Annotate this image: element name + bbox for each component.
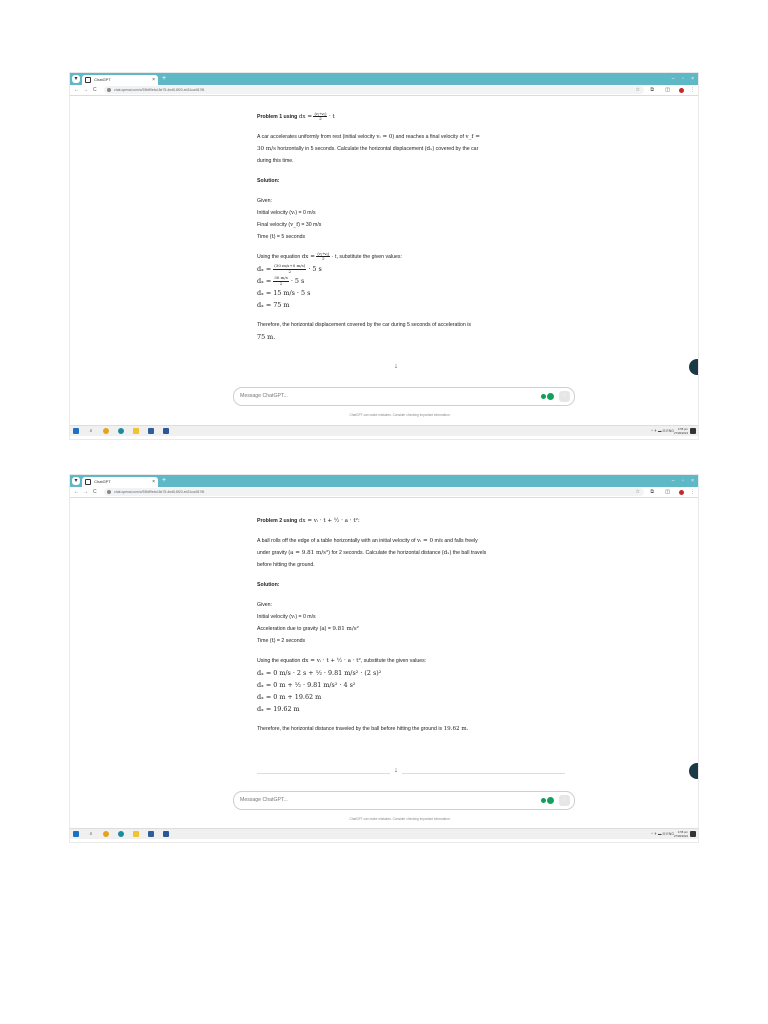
start-icon[interactable] — [73, 831, 79, 837]
statement-text: ) covered by the car — [432, 146, 479, 152]
given-text: Final velocity ( — [257, 222, 291, 228]
given-text: ) = — [324, 626, 331, 632]
given-math: t — [271, 638, 274, 644]
frac-num: (v₁+v₀) — [314, 110, 327, 116]
given-label: Given: — [257, 198, 272, 204]
statement-text: ) for 2 seconds. Calculate the horizontal distance ( — [328, 550, 444, 556]
frac-den: 2 — [279, 280, 283, 286]
browser-tab-bar — [70, 73, 698, 85]
message-input[interactable]: Message ChatGPT... — [240, 393, 288, 399]
using-eq: dx = vᵢ · t + ½ · a · t² — [301, 658, 361, 664]
search-icon[interactable]: ⌕ — [89, 831, 93, 837]
extensions-icon[interactable]: ⧉ — [650, 87, 654, 93]
using-text: Using the equation — [257, 254, 301, 260]
clock-date: 27/06/2024 — [674, 834, 688, 838]
send-button[interactable]: ↑ — [559, 795, 570, 806]
step-fraction — [273, 264, 306, 274]
clock[interactable] — [674, 427, 688, 435]
app-icon[interactable] — [148, 831, 154, 837]
given-text: ) = 0 m/s — [295, 614, 316, 620]
back-button[interactable]: ← — [74, 489, 79, 495]
file-explorer-icon[interactable] — [133, 831, 139, 837]
given-text: Acceleration due to gravity ( — [257, 626, 322, 632]
statement-text: A car accelerates uniformly from rest (initial velocity — [257, 134, 375, 140]
given-text: ) = 5 seconds — [273, 234, 306, 240]
profile-avatar-icon[interactable] — [679, 490, 684, 495]
using-text: · t, substitute the given values: — [331, 254, 402, 260]
word-icon[interactable] — [163, 831, 169, 837]
system-tray[interactable]: ^ ⚘ ▬ ⊟ ENG — [651, 832, 674, 836]
statement-math: v_f = — [465, 134, 480, 140]
url-text: chat.openai.com/c/93fdf9ebd-8e75-4ed5-8f20-eb31ca4f17f6 — [114, 490, 205, 494]
menu-kebab-icon[interactable]: ⋮ — [690, 87, 695, 93]
given-text: ) = 30 m/s — [298, 222, 322, 228]
statement-text: A ball rolls off the edge of a table horizontally with an initial velocity of — [257, 538, 416, 544]
solution-label: Solution: — [257, 178, 280, 184]
edge-icon[interactable] — [118, 428, 124, 434]
tab-close-icon[interactable]: × — [152, 479, 155, 485]
start-icon[interactable] — [73, 428, 79, 434]
given-label: Given: — [257, 602, 272, 608]
given-text: Initial velocity ( — [257, 210, 292, 216]
reload-button[interactable]: C — [93, 489, 97, 495]
extension-icon[interactable] — [547, 393, 554, 400]
given-text: Initial velocity ( — [257, 614, 292, 620]
frac-den: 2 — [288, 268, 292, 274]
statement-math: dₓ — [426, 146, 433, 152]
given-math: 9.81 m/s² — [332, 626, 359, 632]
chatgpt-favicon-icon — [85, 77, 91, 83]
message-composer[interactable] — [233, 791, 575, 810]
chrome-icon[interactable] — [103, 428, 109, 434]
heading-eq: dx = vᵢ · t + ½ · a · t²: — [298, 518, 360, 524]
forward-button[interactable]: → — [83, 87, 88, 93]
message-composer[interactable] — [233, 387, 575, 406]
windows-taskbar — [70, 828, 698, 839]
using-eq: dx = — [301, 254, 315, 260]
url-field[interactable] — [104, 488, 644, 496]
frac-num: 30 m/s — [274, 274, 288, 280]
forward-button[interactable]: → — [83, 489, 88, 495]
star-icon[interactable]: ☆ — [635, 489, 640, 495]
browser-tab[interactable] — [82, 477, 158, 487]
chrome-icon[interactable] — [103, 831, 109, 837]
given-math: vᵢ — [291, 614, 296, 620]
star-icon[interactable]: ☆ — [635, 87, 640, 93]
statement-math: 30 m/s — [257, 146, 276, 152]
app-icon[interactable] — [148, 428, 154, 434]
statement-text: before hitting the ground. — [257, 562, 315, 568]
given-text: Time ( — [257, 638, 272, 644]
given-math: t — [271, 234, 274, 240]
step-lhs: dₓ = — [257, 277, 272, 285]
grammar-extension-icon[interactable] — [541, 798, 546, 803]
windows-taskbar — [70, 425, 698, 436]
heading-eq-tail: · t — [328, 114, 335, 120]
given-math: vᵢ — [291, 210, 296, 216]
conclusion-text: Therefore, the horizontal distance traveled by the ball before hitting the ground is — [257, 726, 443, 732]
send-button[interactable]: ↑ — [559, 391, 570, 402]
tab-menu-icon[interactable]: ▾ — [72, 75, 80, 83]
screenshot-2 — [70, 475, 698, 842]
step-lhs: dₓ = — [257, 265, 272, 273]
grammar-extension-icon[interactable] — [541, 394, 546, 399]
given-text: ) = 0 m/s — [295, 210, 316, 216]
step-tail: · 5 s — [290, 277, 305, 285]
disclaimer: ChatGPT can make mistakes. Consider checking important information. — [349, 817, 451, 821]
tab-close-icon[interactable]: × — [152, 77, 155, 83]
extensions-icon[interactable]: ⧉ — [650, 489, 654, 495]
given-math: a — [321, 626, 325, 632]
clock-time: 4:55 pm — [677, 830, 688, 834]
statement-text: ) and reaches a final velocity of — [392, 134, 464, 140]
system-tray[interactable]: ^ ⚘ ▬ ⊟ ENG — [651, 429, 674, 433]
url-text: chat.openai.com/c/93fdf9ebd-8e75-4ed5-8f20-eb31ca4f17f6 — [114, 88, 205, 92]
step-line: dₓ = 19.62 m — [257, 705, 300, 713]
scroll-down-button[interactable]: ↓ — [394, 363, 398, 370]
statement-text: horizontally in 5 seconds. Calculate the horizontal displacement ( — [277, 146, 427, 152]
conclusion-math: 75 m. — [257, 333, 276, 341]
given-text: ) = 2 seconds — [273, 638, 306, 644]
step-line: dₓ = 0 m/s · 2 s + ½ · 9.81 m/s² · (2 s)² — [257, 669, 382, 677]
statement-math: dₓ — [443, 550, 450, 556]
statement-text: under gravity ( — [257, 550, 291, 556]
solution-label: Solution: — [257, 582, 280, 588]
frac-den: 2 — [322, 256, 325, 262]
window-controls[interactable]: – ▫ × — [671, 478, 694, 484]
clock-date: 27/06/2024 — [674, 431, 688, 435]
screenshot-1 — [70, 73, 698, 439]
step-line: dₓ = 0 m + ½ · 9.81 m/s² · 4 s² — [257, 681, 356, 689]
using-fraction — [316, 252, 330, 262]
reload-button[interactable]: C — [93, 87, 97, 93]
problem-2-heading: Problem 2 using — [257, 518, 298, 524]
response-problem-2 — [257, 515, 617, 735]
browser-tab-bar — [70, 475, 698, 487]
address-bar-row — [70, 85, 698, 96]
frac-num: (30 m/s+0 m/s) — [274, 262, 306, 268]
sidebar-icon[interactable]: ◫ — [665, 87, 670, 93]
statement-math: vᵢ = 0 — [376, 134, 393, 140]
help-bubble-icon[interactable] — [689, 359, 698, 375]
notification-icon[interactable] — [690, 428, 696, 434]
url-field[interactable] — [104, 86, 644, 94]
heading-fraction — [313, 112, 327, 122]
statement-text: ) the ball travels — [449, 550, 487, 556]
conclusion-text: Therefore, the horizontal displacement covered by the car during 5 seconds of acceleration is — [257, 322, 471, 328]
conclusion-math: 19.62 m. — [443, 726, 469, 732]
help-bubble-icon[interactable] — [689, 763, 698, 779]
new-tab-button[interactable]: + — [162, 75, 167, 82]
using-text: Using the equation — [257, 658, 301, 664]
step-line: dₓ = 0 m + 19.62 m — [257, 693, 322, 701]
sidebar-icon[interactable]: ◫ — [665, 489, 670, 495]
clock[interactable] — [674, 830, 688, 838]
tab-title: ChatGPT — [94, 77, 111, 82]
statement-math: a = 9.81 m/s² — [290, 550, 329, 556]
problem-1-heading: Problem 1 using — [257, 114, 298, 120]
clock-time: 4:55 pm — [677, 427, 688, 431]
step-line: dₓ = 75 m — [257, 301, 290, 309]
word-icon[interactable] — [163, 428, 169, 434]
new-tab-button[interactable]: + — [162, 477, 167, 484]
step-tail: · 5 s — [308, 265, 322, 273]
disclaimer: ChatGPT can make mistakes. Consider checking important information. — [349, 413, 451, 417]
extension-icon[interactable] — [547, 797, 554, 804]
site-info-icon[interactable] — [107, 88, 111, 92]
edge-icon[interactable] — [118, 831, 124, 837]
search-icon[interactable]: ⌕ — [89, 428, 93, 434]
window-controls[interactable]: – ▫ × — [671, 76, 694, 82]
frac-num: (v₁+v₀) — [317, 250, 330, 256]
divider — [257, 773, 565, 774]
browser-tab[interactable] — [82, 75, 158, 85]
back-button[interactable]: ← — [74, 87, 79, 93]
frac-den: 2 — [319, 116, 322, 122]
given-math: v_f — [290, 222, 299, 228]
given-text: Time ( — [257, 234, 272, 240]
statement-text: m/s and falls freely — [434, 538, 478, 544]
statement-text: during this time. — [257, 158, 294, 164]
file-explorer-icon[interactable] — [133, 428, 139, 434]
chatgpt-favicon-icon — [85, 479, 91, 485]
tab-menu-icon[interactable]: ▾ — [72, 477, 80, 485]
notification-icon[interactable] — [690, 831, 696, 837]
step-line: dₓ = 15 m/s · 5 s — [257, 289, 311, 297]
heading-eq: dx = — [298, 114, 313, 120]
message-input[interactable]: Message ChatGPT... — [240, 797, 288, 803]
scroll-down-button[interactable]: ↓ — [390, 765, 402, 777]
menu-kebab-icon[interactable]: ⋮ — [690, 489, 695, 495]
step-fraction — [273, 276, 289, 286]
response-problem-1 — [257, 111, 617, 343]
tab-title: ChatGPT — [94, 479, 111, 484]
profile-avatar-icon[interactable] — [679, 88, 684, 93]
statement-math: vᵢ = 0 — [416, 538, 434, 544]
using-text: , substitute the given values: — [360, 658, 427, 664]
site-info-icon[interactable] — [107, 490, 111, 494]
address-bar-row — [70, 487, 698, 498]
